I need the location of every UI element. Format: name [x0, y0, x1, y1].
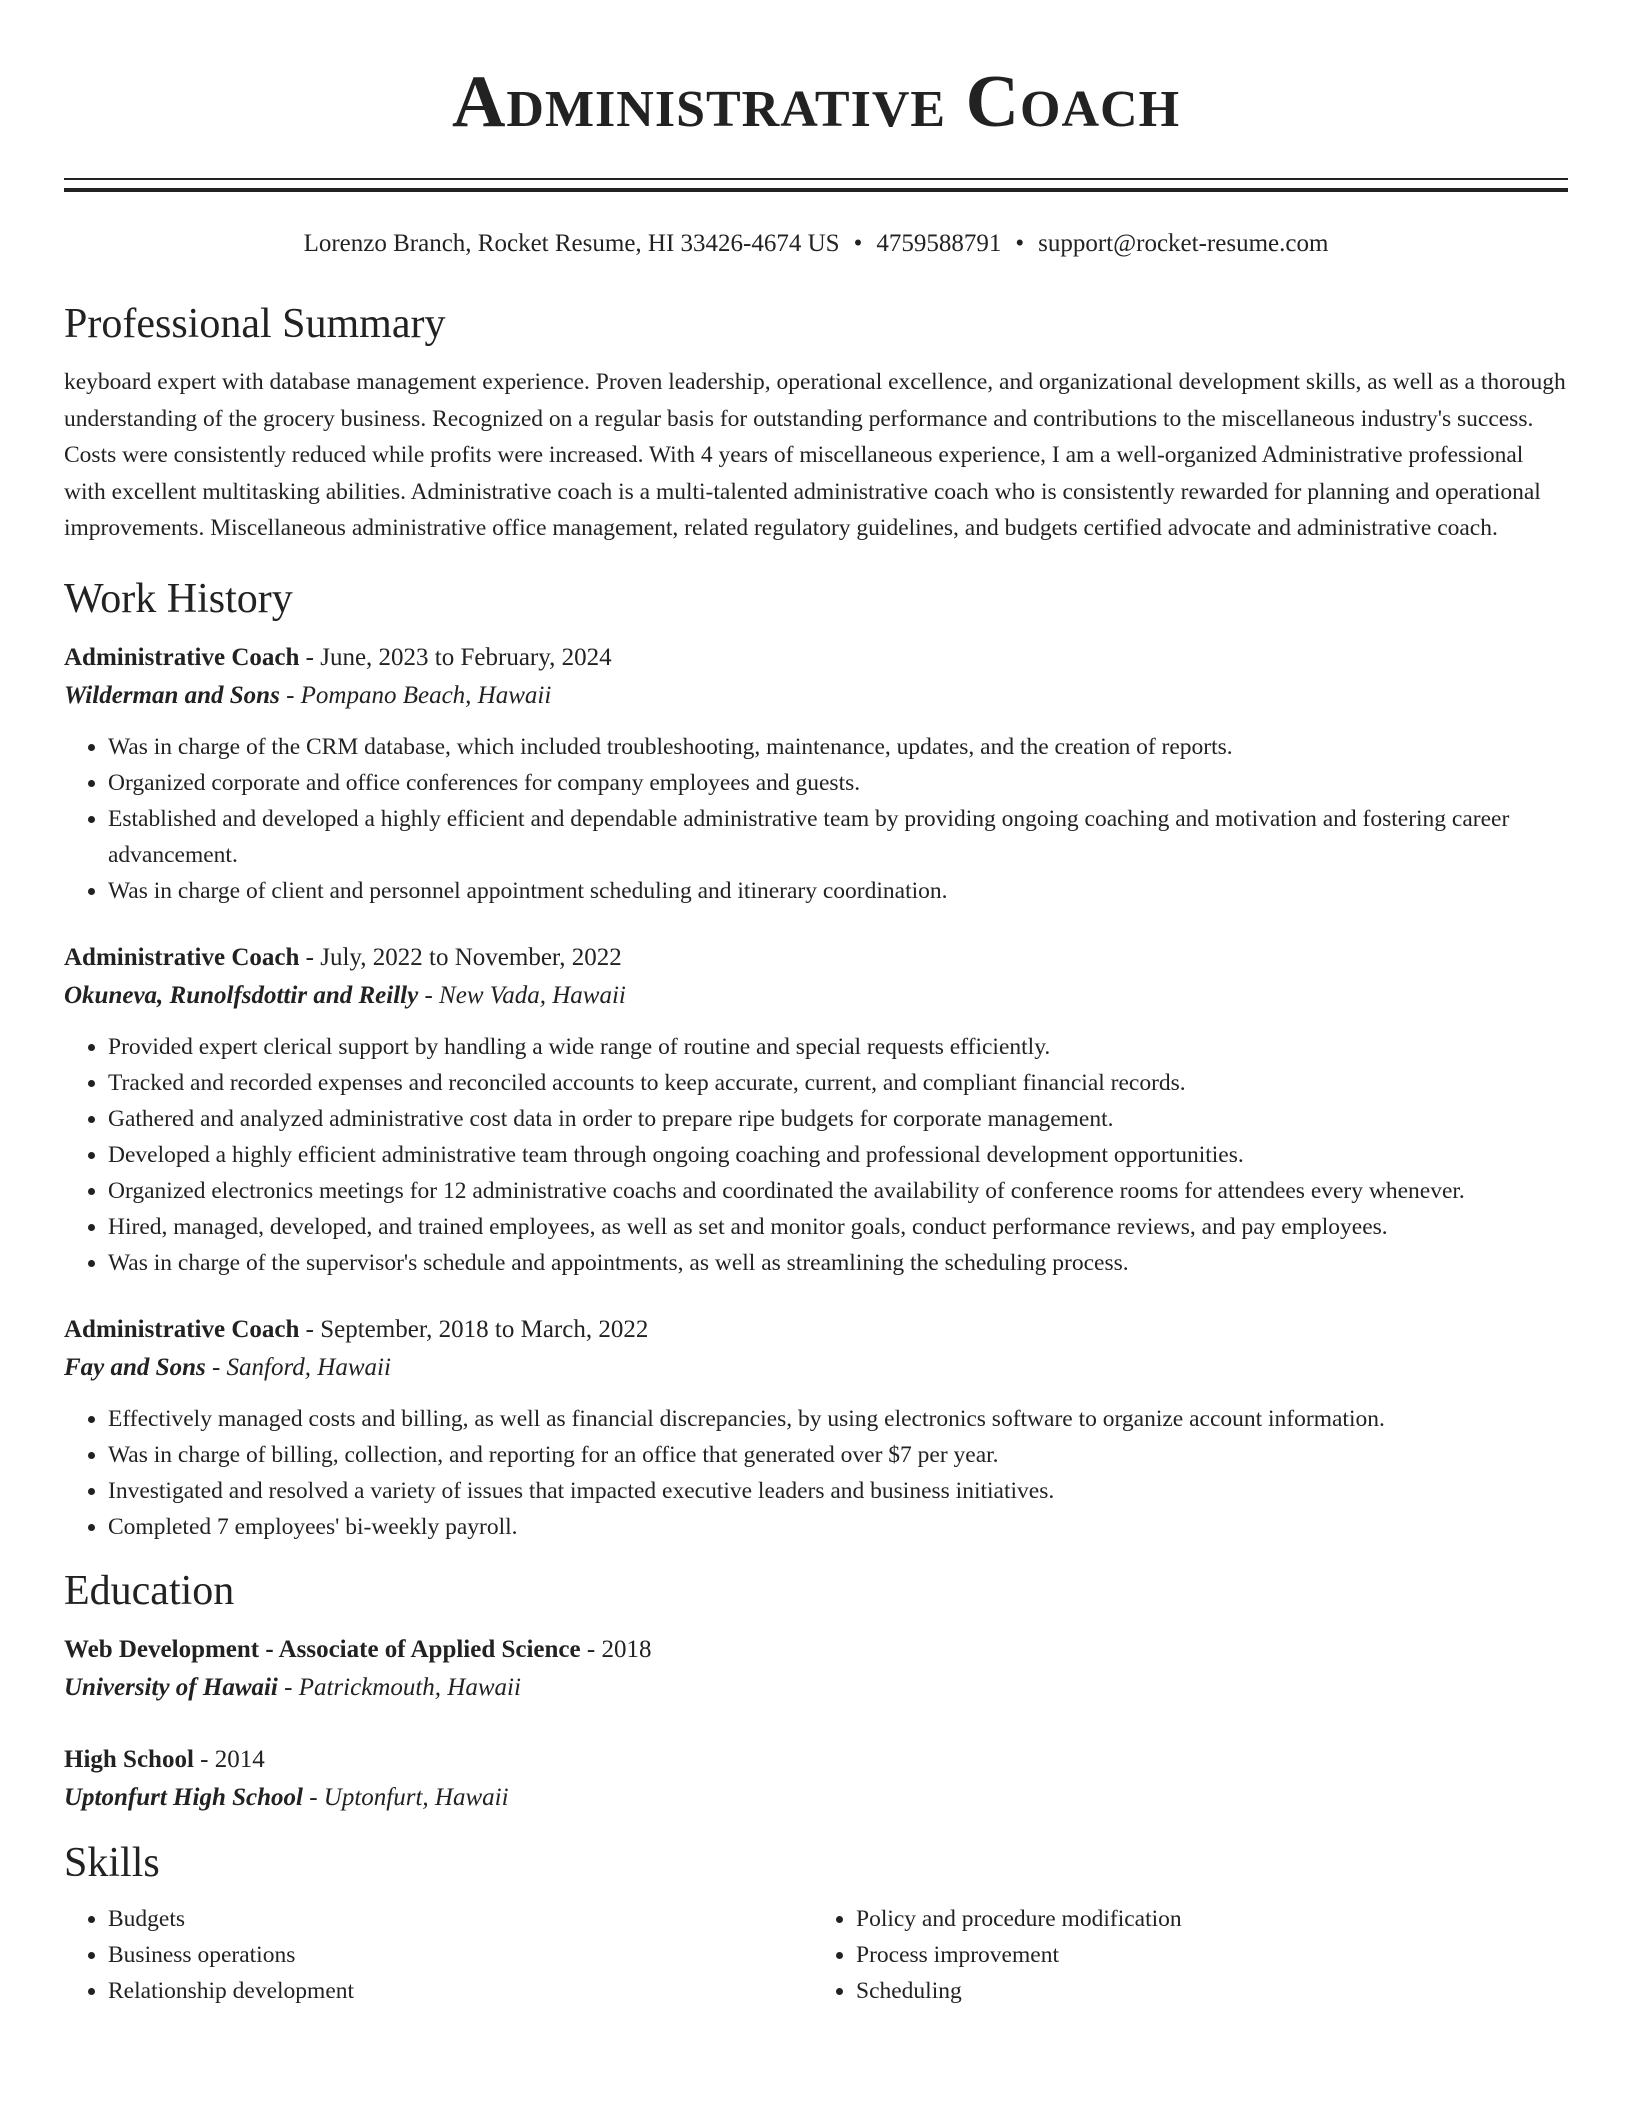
- education-degree: High School: [64, 1745, 194, 1773]
- job-role: Administrative Coach: [64, 943, 300, 971]
- job-bullet: • Gathered and analyzed administrative cost data in order to prepare ripe budgets for corporate management.: [108, 1101, 1568, 1137]
- skill-item: • Relationship development: [108, 1973, 808, 2009]
- job-location: - Sanford, Hawaii: [205, 1353, 391, 1381]
- job-location: - New Vada, Hawaii: [418, 981, 626, 1009]
- job-role: Administrative Coach: [64, 1315, 300, 1343]
- education-year: - 2014: [193, 1745, 265, 1773]
- job-bullet: • Organized electronics meetings for 12 administrative coachs and coordinated the availability of conference rooms for attendees every whenever.: [108, 1173, 1568, 1209]
- contact-separator: •: [853, 230, 863, 257]
- job-bullet: • Investigated and resolved a variety of issues that impacted executive leaders and business initiatives.: [108, 1473, 1568, 1509]
- skills-column-right: [808, 1901, 1556, 2009]
- education-heading: Education: [64, 1567, 235, 1614]
- contact-address: Lorenzo Branch, Rocket Resume, HI 33426-4674 US: [303, 230, 840, 257]
- education-entry: [64, 1631, 1568, 1707]
- skill-item: • Budgets: [108, 1901, 808, 1937]
- education-year: - 2018: [580, 1635, 652, 1663]
- contact-email: support@rocket-resume.com: [1038, 230, 1329, 257]
- job-employer: Wilderman and Sons: [64, 681, 280, 709]
- job-dates: - June, 2023 to February, 2024: [299, 643, 612, 671]
- job-location: - Pompano Beach, Hawaii: [279, 681, 552, 709]
- job-employer-line: [64, 1349, 1568, 1387]
- education-entry: [64, 1741, 1568, 1817]
- education-degree: Web Development - Associate of Applied Science: [64, 1635, 581, 1663]
- title-divider: [64, 178, 1568, 192]
- contact-line: [64, 228, 1568, 260]
- job-header: [64, 639, 1568, 677]
- education-location: - Patrickmouth, Hawaii: [277, 1673, 521, 1701]
- page-title: Administrative Coach: [451, 61, 1181, 143]
- job-bullet: • Developed a highly efficient administrative team through ongoing coaching and professional development opportunities.: [108, 1137, 1568, 1173]
- job-bullets: [64, 729, 1568, 909]
- job-employer-line: [64, 977, 1568, 1015]
- job-bullet: • Was in charge of billing, collection, and reporting for an office that generated over $7 per year.: [108, 1437, 1568, 1473]
- job-entry: [64, 639, 1568, 909]
- job-bullet: • Established and developed a highly efficient and dependable administrative team by providing ongoing coaching and motivation and fostering career advancement.: [108, 801, 1568, 873]
- skill-item: • Business operations: [108, 1937, 808, 1973]
- job-employer-line: [64, 677, 1568, 715]
- job-bullets: [64, 1401, 1568, 1545]
- education-school: Uptonfurt High School: [64, 1783, 303, 1811]
- job-bullet: • Provided expert clerical support by handling a wide range of routine and special requests efficiently.: [108, 1029, 1568, 1065]
- summary-heading: Professional Summary: [64, 301, 446, 347]
- contact-phone: 4759588791: [876, 230, 1002, 257]
- job-bullet: • Was in charge of the supervisor's schedule and appointments, as well as streamlining the scheduling process.: [108, 1245, 1568, 1281]
- contact-separator: •: [1015, 230, 1025, 257]
- job-dates: - July, 2022 to November, 2022: [299, 943, 622, 971]
- job-bullet: • Hired, managed, developed, and trained employees, as well as set and monitor goals, conduct performance reviews, and pay employees.: [108, 1209, 1568, 1245]
- job-entry: [64, 1311, 1568, 1545]
- job-employer: Okuneva, Runolfsdottir and Reilly: [64, 981, 419, 1009]
- education-school: University of Hawaii: [64, 1673, 278, 1701]
- job-entry: [64, 939, 1568, 1281]
- job-employer: Fay and Sons: [64, 1353, 206, 1381]
- job-role: Administrative Coach: [64, 643, 300, 671]
- job-bullet: • Effectively managed costs and billing, as well as financial discrepancies, by using electronics software to organize account information.: [108, 1401, 1568, 1437]
- job-bullets: [64, 1029, 1568, 1281]
- skill-item: • Scheduling: [856, 1973, 1556, 2009]
- skills-list: [64, 1901, 1568, 2009]
- education-header: [64, 1741, 1568, 1779]
- job-bullet: • Completed 7 employees' bi-weekly payroll.: [108, 1509, 1568, 1545]
- job-bullet: • Was in charge of client and personnel appointment scheduling and itinerary coordination.: [108, 873, 1568, 909]
- education-location: - Uptonfurt, Hawaii: [302, 1783, 509, 1811]
- summary-text: keyboard expert with database management experience. Proven leadership, operational excellence, and organizational development skills, as well as a thorough understanding of the grocery business. Recognized on a regular basis for outstanding performance and contributions to the miscellaneous industry's success. Costs were consistently reduced while profits were increased. With 4 years of miscellaneous experience, I am a well-organized Administrative professional with excellent multitasking abilities. Administrative coach is a multi-talented administrative coach who is consistently rewarded for planning and operational improvements. Miscellaneous administrative office management, related regulatory guidelines, and budgets certified advocate and administrative coach.: [64, 369, 1566, 541]
- education-header: [64, 1631, 1568, 1669]
- skills-column-left: [64, 1901, 808, 2009]
- education-school-line: [64, 1779, 1568, 1817]
- job-bullet: • Tracked and recorded expenses and reconciled accounts to keep accurate, current, and compliant financial records.: [108, 1065, 1568, 1101]
- work-history-heading: Work History: [64, 575, 293, 622]
- job-header: [64, 939, 1568, 977]
- skills-heading: Skills: [64, 1839, 160, 1886]
- skill-item: • Policy and procedure modification: [856, 1901, 1556, 1937]
- job-header: [64, 1311, 1568, 1349]
- job-bullet: • Organized corporate and office conferences for company employees and guests.: [108, 765, 1568, 801]
- job-bullet: • Was in charge of the CRM database, which included troubleshooting, maintenance, updates, and the creation of reports.: [108, 729, 1568, 765]
- job-dates: - September, 2018 to March, 2022: [299, 1315, 649, 1343]
- skill-item: • Process improvement: [856, 1937, 1556, 1973]
- education-school-line: [64, 1669, 1568, 1707]
